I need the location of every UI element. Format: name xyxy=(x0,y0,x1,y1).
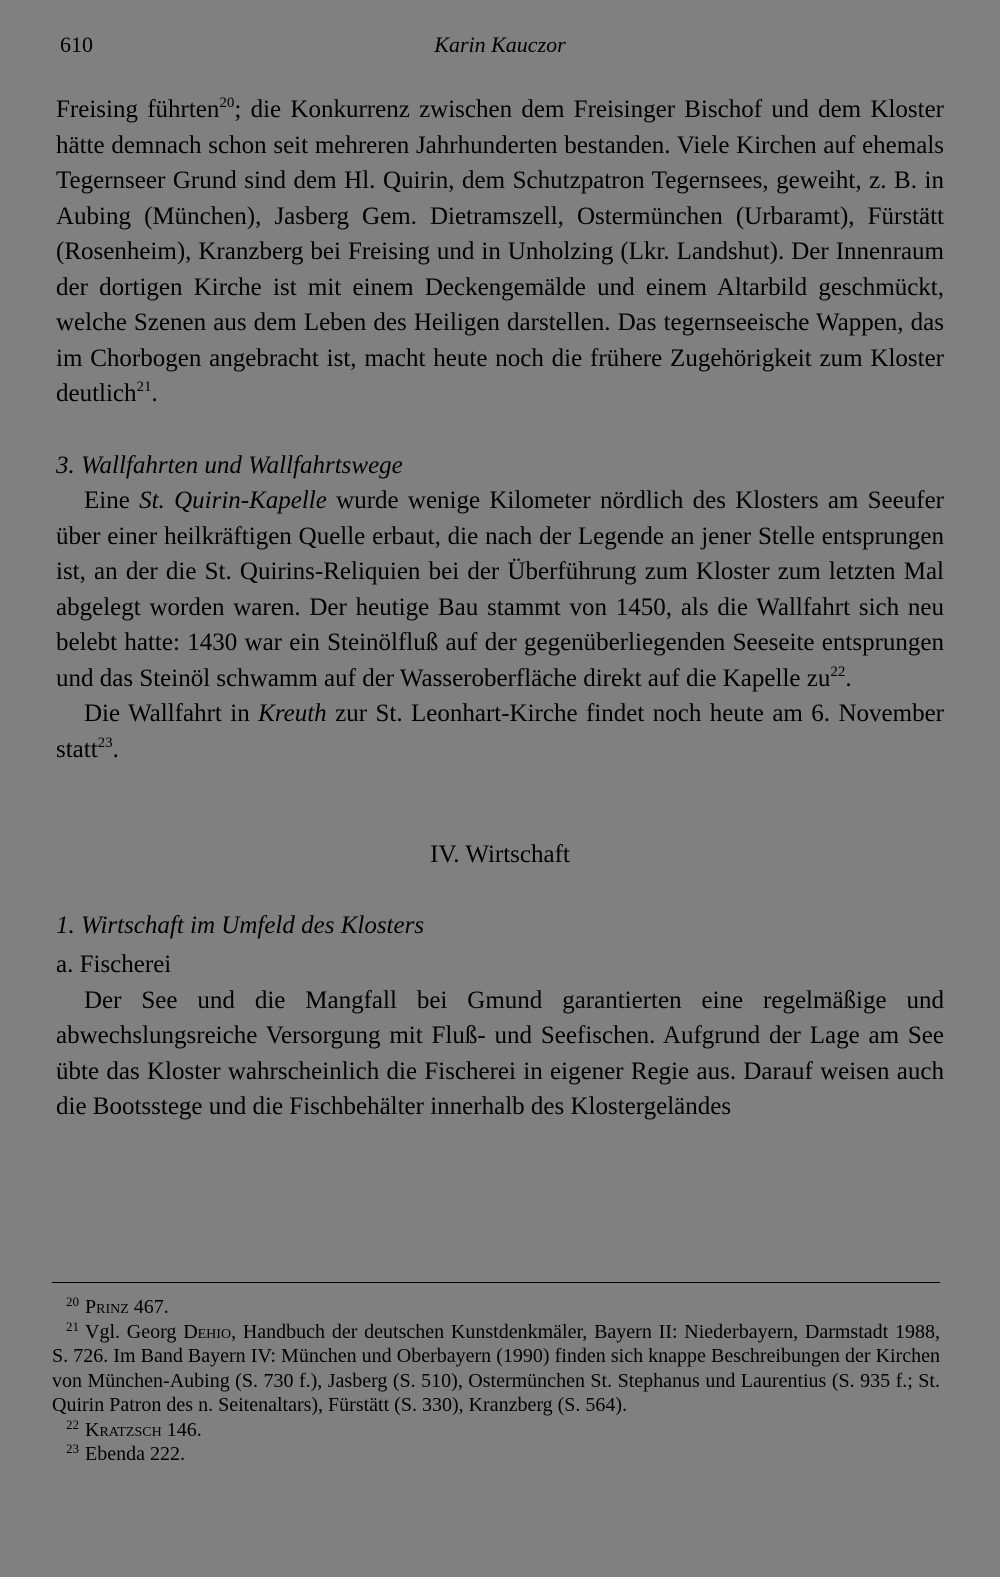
footnote-number: 20 xyxy=(66,1294,79,1309)
chapter-heading: IV. Wirtschaft xyxy=(430,841,570,868)
emphasis: St. Quirin-Kapelle xyxy=(139,487,327,514)
text-run: ; die Konkurrenz zwischen dem Freisinger Bischof und dem Kloster hätte demnach schon seit mehreren Jahrhunderten bestanden. Viele Kirchen auf ehemals Tegernseer Grund sind dem Hl. Quirin, dem Schutzpatron Tegernsees, geweiht, z. B. in Aubing (München), Jasberg Gem. Dietramszell, Ostermünchen (Urbaramt), Fürstätt (Rosenheim), Kranzberg bei Freising und in Unholzing (Lkr. Landshut). Der Innenraum der dortigen Kirche ist mit einem Deckengemälde und einem Altarbild geschmückt, welche Szenen aus dem Leben des Heiligen darstellen. Das tegernseeische Wappen, das im Chorbogen angebracht ist, macht heute noch die frühere Zugehörigkeit zum Kloster deutlich xyxy=(56,96,944,407)
footnote-number: 23 xyxy=(66,1441,79,1456)
text-run: zur St. Leonhart-Kirche findet noch heute am 6. November statt xyxy=(56,700,944,763)
text-run: . xyxy=(112,735,119,763)
footnote-number: 21 xyxy=(66,1318,79,1334)
footnote xyxy=(52,1418,940,1443)
text-run: , Handbuch der deutschen Kunstdenkmäler, Bayern II: Niederbayern, Darmstadt 1988, S. 726. Im Band Bayern IV: München und Oberbayern (1990) finden sich knappe Beschreibungen der Kirchen von München-Aubing (S. 730 f.), Jasberg (S. 510), Ostermünchen St. Stephanus und Laurentius (S. 935 f.; St. Quirin Patron des n. Seitenaltars), Fürstätt (S. 330), Kranzberg (S. 564). xyxy=(52,1320,940,1416)
body-text xyxy=(56,92,944,1125)
footnote-ref: 21 xyxy=(136,379,152,395)
text-run: Vgl. Georg xyxy=(85,1320,184,1343)
author-name: Kratzsch xyxy=(85,1418,162,1441)
footnote xyxy=(52,1295,940,1320)
text-run: 146. xyxy=(161,1418,202,1441)
subheading-fischerei: a. Fischerei xyxy=(56,951,172,978)
author-name: Dehio xyxy=(183,1320,232,1343)
footnotes xyxy=(52,1295,940,1467)
text-run: Eine xyxy=(84,487,140,514)
footnote-ref: 23 xyxy=(97,734,113,751)
footnote-ref: 20 xyxy=(219,95,235,111)
text-run: 467. xyxy=(128,1296,169,1318)
text-run: . xyxy=(845,664,852,692)
footnote-ref: 22 xyxy=(830,663,846,680)
running-head: Karin Kauczor xyxy=(434,32,566,57)
author-name: Prinz xyxy=(85,1296,129,1318)
subheading-wallfahrten: 3. Wallfahrten und Wallfahrtswege xyxy=(56,451,403,479)
emphasis: Kreuth xyxy=(258,700,327,727)
paragraph: Der See und die Mangfall bei Gmund garantierten eine regelmäßige und abwechslungsreiche Versorgung mit Fluß- und Seefischen. Aufgrund der Lage am See übte das Kloster wahrscheinlich die Fischerei in eigener Regie aus. Darauf weisen auch die Bootsstege und die Fischbehälter innerhalb des Klostergeländes xyxy=(56,986,944,1120)
text-run: wurde wenige Kilometer nördlich des Klosters am Seeufer über einer heilkräftigen Quelle erbaut, die nach der Legende an jener Stelle entsprungen ist, an der die St. Quirins-Reliquien bei der Überführung zum Kloster zum letzten Mal abgelegt worden waren. Der heutige Bau stammt von 1450, als die Wallfahrt sich neu belebt hatte: 1430 war ein Steinölfluß auf der gegenüberliegenden Seeseite entsprungen und das Steinöl schwamm auf der Wasseroberfläche direkt auf die Kapelle zu xyxy=(56,487,944,692)
paragraph xyxy=(56,696,944,767)
text-run: Die Wallfahrt in xyxy=(84,700,259,727)
paragraph xyxy=(56,92,944,412)
page-number: 610 xyxy=(60,32,93,57)
subheading-wirtschaft: 1. Wirtschaft im Umfeld des Klosters xyxy=(56,911,425,939)
footnote xyxy=(52,1320,940,1418)
text-run: Ebenda 222. xyxy=(85,1443,185,1465)
footnote xyxy=(52,1442,940,1467)
text-run: . xyxy=(151,380,158,407)
page-header xyxy=(60,32,940,64)
footnote-divider xyxy=(52,1282,940,1283)
footnote-number: 22 xyxy=(66,1416,79,1432)
text-run: Freising führten xyxy=(56,96,220,123)
paragraph xyxy=(56,483,944,696)
